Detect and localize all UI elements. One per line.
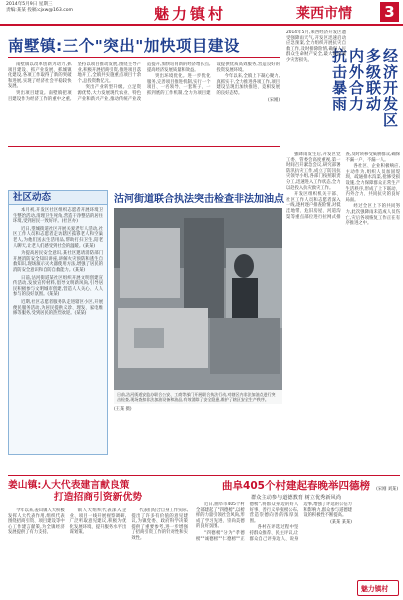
news-item: 本月初,开发区社区组织志愿者开展环境卫生整治活动,清理卫生死角,营造干净整洁的居住环境,受到居民一致好评。(社区办) (13, 208, 103, 225)
headline-line: 抗击暴雨 (330, 48, 348, 112)
article-4-headline (196, 480, 396, 501)
paragraph: "四德榜"分为"孝德榜""诚德榜""仁德榜""正德榜",将群众身边的好人好事、善行义举张榜公布,营造崇德向善的浓厚氛围。 (196, 502, 299, 542)
paragraph: 代表们结合自身工作实际,提出了许多有价值的意见建议,为镇党委、政府科学决策提供了重要参考,进一步增强了招商引资工作的针对性和实效性。 (131, 508, 188, 541)
news-item: 近期,社区志愿者服务队走进辖区小区,开展便民服务活动,为居民提供义诊、理发、家电维修等服务,受到居民的热烈欢迎。(某某) (13, 299, 103, 317)
article-1-body (8, 62, 280, 144)
paragraph: 开发区组织机关干部、社区工作人员和志愿者深入一线,逐村逐户排查险情,对低洼地带、危旧房屋、河道沟渠等重点部位进行拉网式排查,及时转移受威胁群众,确保不漏一户、不漏一人。 (286, 152, 400, 220)
box-body (9, 205, 107, 322)
article-3-body (8, 508, 188, 596)
date-line: 2014年5月9日 星期三 (6, 2, 53, 7)
editor-line: 责编:某某 投稿:cjxw@163.com (6, 8, 74, 13)
side-intro: 2014年5月,莱西经济开发区遭受强降雨天气,开发区迅速启动应急预案,全力组织开展抗灾自救工作,及时排除险情,确保人民群众生命财产安全,最大限度减少灾害损失。 (286, 30, 346, 63)
page-logo (357, 580, 399, 596)
box-header: 社区动态 (9, 191, 107, 205)
headline-line: 多级联动 (364, 48, 382, 112)
headline-line: 经济开发区 (381, 48, 399, 128)
subheadline-text: 群众主动参与道德教育 树立优秀新风尚 (251, 495, 341, 501)
byline: (宋刚 刘某) (376, 487, 398, 492)
article-4-body (196, 502, 352, 596)
news-photo (114, 208, 282, 404)
paragraph: 突出项目建设。南墅镇把项目建设作为经济工作的重中之重,坚持以项目推动发展,围绕主导产业,积极开展招商引资,推进项目落地开工,全镇共实施重点项目十余个,总投资数亿元。 (8, 62, 141, 102)
page-title: 魅力镇村 (153, 5, 226, 23)
community-news-box (8, 190, 108, 455)
section-divider (8, 475, 400, 476)
side-body (286, 152, 400, 482)
masthead (0, 0, 403, 26)
article-1-headline (8, 34, 280, 58)
paragraph: 今年以来,姜山镇人大积极发挥人大代表作用,组织代表围绕招商引资、项目建设等中心工作建言献策,为全镇经济发展提供了有力支持。 (8, 508, 65, 536)
news-item: 日前,沽河街道某社区组织开展文明创建宣传活动,发放宣传材料,倡导文明新风尚,引导居民积极参与文明城市创建,营造人人关心、人人参与的良好氛围。(某某) (13, 275, 103, 298)
headline-text: 姜山镇:人大代表建言献良策 (8, 480, 130, 491)
news-item: 为提高居民安全意识,某社区邀请消防部门开展消防安全知识讲座,讲解火灾预防和逃生自救知识,现场演示灭火器使用方法,增强了居民的消防安全意识和自防自救能力。(某某) (13, 251, 103, 273)
byline: (宋刚) (268, 97, 280, 103)
paragraph: 突出产业转型升级。立足资源优势,大力发展现代农业、特色产业和新兴产业,推动传统产业改造提升,加快培育新的经济增长点,提高经济发展质量和效益。 (77, 62, 211, 102)
headline-text: 南墅镇:三个"突出"加快项目建设 (8, 37, 240, 55)
paragraph: 各村在评选过程中坚持群众推荐、民主评议,让群众自己评身边人、说身边事,增强了评选的公信力和影响力,群众参与道德建设的积极性不断提高。 (249, 502, 352, 542)
photo-credit: (王某 摄) (114, 407, 132, 412)
article-2-headline (114, 190, 282, 206)
paragraph: 今年以来,全镇上下凝心聚力,真抓实干,全力推进各项工作,项目建设呈现出加快推进、竞相发展的良好态势。 (216, 74, 280, 96)
paragraph: 突出环境优化。进一步优化服务,完善项目推进机制,实行一个项目、一名领导、一套班子、一抓到底的工作机制,全力为项目建设提供优质高效服务,营造良好的投资发展环境。 (147, 62, 280, 96)
headline-text: 曲阜405个村建起春晚举四德榜 (222, 480, 370, 492)
page-number: 3 (380, 2, 399, 22)
headline-text: 沽河街道联合执法突击检查非法加油点 (114, 194, 284, 205)
article-3-headline (8, 480, 188, 504)
issue-date (6, 2, 116, 14)
paragraph: 近日,曲阜市405个村全部建起了"四德榜",以榜样的力量引领社会风尚,形成了学习先进、崇尚美德的良好氛围。 (196, 502, 245, 530)
photo-caption: 日前,沽河街道安监办联合公安、工商等部门开展联合执法行动,对辖区内非法加油点进行突击检查,现场查扣非法加油设备和油品,有效消除了安全隐患,维护了辖区安全生产秩序。 (114, 390, 282, 404)
paragraph: 镇人大组织代表深入企业、项目一线开展视察调研,广泛听取意见建议,积极为优化发展环境、提升服务水平出谋划策。 (69, 508, 127, 536)
subheadline-text: 打造招商引资新优势 (53, 492, 143, 503)
side-headline (330, 48, 399, 128)
headline-line: 内外合力 (347, 48, 365, 112)
photo-illustration (114, 208, 282, 404)
news-item: 近日,望城街道社区开展关爱老年人活动,社区工作人员和志愿者走访辖区孤寡老人和空巢老人,为他们送去生活用品,帮助打扫卫生,陪老人聊天,让老人们感受到社会的温暖。(某某) (13, 226, 103, 249)
section-divider (8, 146, 280, 147)
logo-text: 魅力镇村 (361, 585, 389, 593)
paragraph: 各社区、企业积极响应,主动作为,组织人员加固堤坝、疏通排水沟渠,抢修受损设施,全力保障群众正常生产生活秩序,形成了上下联动、内外合力、共同抗灾的良好局面。 (345, 164, 400, 203)
section-title: 莱西市情 (296, 6, 352, 22)
paragraph: 经过全区上下的共同努力,此次强降雨未造成人员伤亡,灾后各项恢复工作正在有序推进之中。 (345, 204, 400, 227)
paragraph: 南墅镇以改革创新为动力,抓项目建设、抓产业发展、抓城镇化建设,各项工作取得了新的突破和进展,实现了经济社会平稳较快发展。 (8, 62, 72, 90)
paragraph: 强降雨发生后,开发区党工委、管委会高度重视,第一时间召开紧急会议,研究部署防汛抗灾工作,成立了防汛抗灾领导小组,各部门按照职责分工,迅速进入工作状态,全力以赴投入抗灾救灾工作。 (286, 152, 341, 191)
byline: (某某 某某) (330, 519, 352, 525)
